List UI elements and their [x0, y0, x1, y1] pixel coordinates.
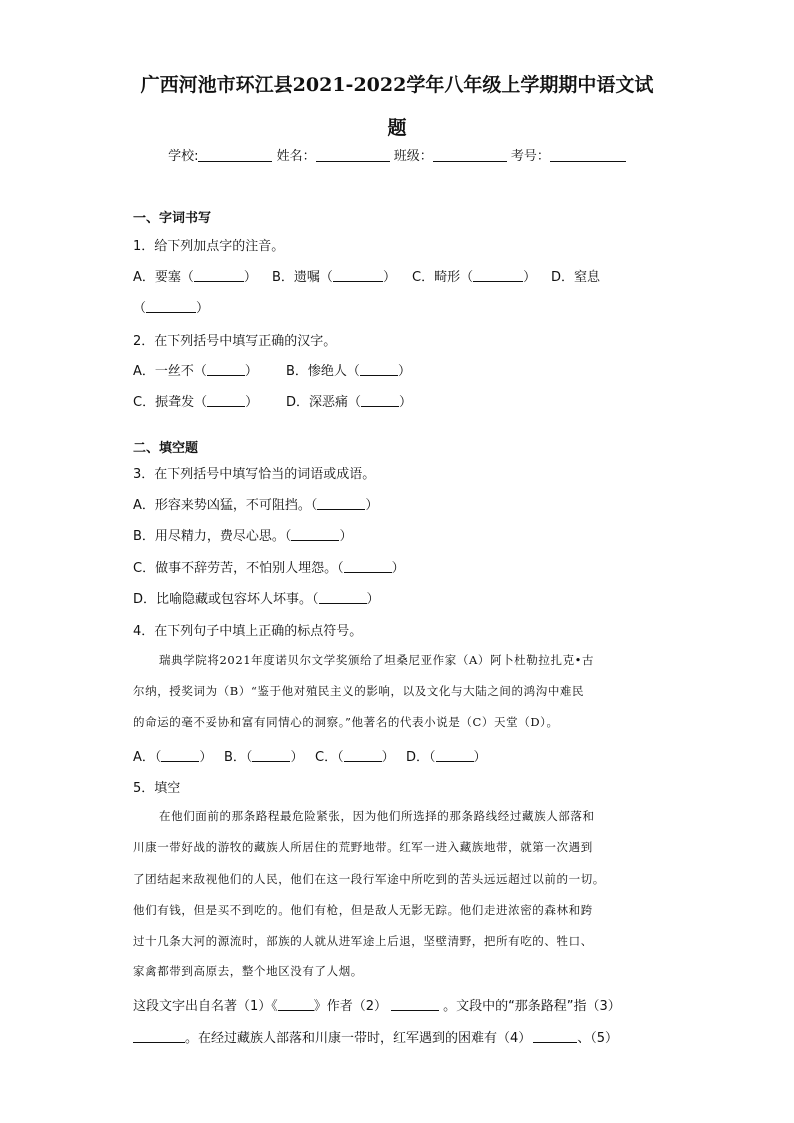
- answer-blank[interactable]: [361, 394, 399, 407]
- answer-blank[interactable]: [344, 749, 382, 762]
- q3-option-b: B．用尽精力，费尽心思。（ ）: [133, 525, 352, 544]
- answer-blank[interactable]: [333, 269, 383, 282]
- q5-passage-line: 他们有钱，但是买不到吃的。他们有枪，但是敌人无影无踪。他们走进浓密的森林和跨: [133, 903, 593, 917]
- exam-number-blank[interactable]: [550, 147, 626, 162]
- question-3-stem: 3．在下列括号中填写恰当的词语或成语。: [133, 467, 376, 482]
- answer-blank[interactable]: [319, 591, 367, 604]
- q1-option-d-blank: [133, 297, 209, 316]
- q2-option-a: A．一丝不（ ）: [133, 360, 258, 379]
- book-title-blank[interactable]: [278, 998, 314, 1011]
- exam-title: 广西河池市环江县2021-2022学年八年级上学期期中语文试: [140, 74, 654, 96]
- q4-option-a: A．（ ）: [133, 746, 212, 765]
- q4-option-b: B．（ ）: [224, 746, 303, 765]
- answer-blank[interactable]: [360, 363, 398, 376]
- class-label: 班级：: [393, 149, 433, 164]
- answer-blank[interactable]: [252, 749, 290, 762]
- answer-blank[interactable]: [317, 497, 365, 510]
- q4-passage-line: 的命运的毫不妥协和富有同情心的洞察。”他著名的代表小说是（C）天堂（D）。: [133, 715, 559, 729]
- section-heading-2: 二、填空题: [133, 441, 199, 456]
- school-blank[interactable]: [198, 147, 272, 162]
- question-2-stem: 2．在下列括号中填写正确的汉字。: [133, 334, 337, 349]
- question-5-stem: 5．填空: [133, 781, 181, 796]
- q2-option-c: C．振聋发（ ）: [133, 391, 258, 410]
- q4-option-d: D．（ ）: [406, 746, 487, 765]
- class-blank[interactable]: [433, 147, 507, 162]
- q1-option-b: B．遗嘱（ ）: [272, 266, 396, 285]
- q5-passage-line: 在他们面前的那条路程最危险紧张，因为他们所选择的那条路线经过藏族人部落和: [159, 809, 595, 823]
- name-blank[interactable]: [316, 147, 390, 162]
- exam-title-continued: 题: [387, 117, 407, 139]
- section-heading-1: 一、字词书写: [133, 211, 212, 226]
- school-label: 学校:: [168, 149, 199, 164]
- answer-blank[interactable]: [194, 269, 244, 282]
- q1-option-a: A．要塞（ ）: [133, 266, 257, 285]
- q4-passage-line: 尔纳，授奖词为（B）“鉴于他对殖民主义的影响，以及文化与大陆之间的鸿沟中难民: [133, 684, 585, 698]
- answer-blank[interactable]: [473, 269, 523, 282]
- q5-fill-line-1: 这段文字出自名著（1）《 》作者（2） 。文段中的“那条路程”指（3）: [133, 999, 621, 1014]
- q5-passage-line: 过十几条大河的源流时，部族的人就从进军途上后退，坚壁清野，把所有吃的、牲口、: [133, 934, 593, 948]
- name-label: 姓名：: [276, 149, 316, 164]
- difficulty-blank-1[interactable]: [533, 1030, 577, 1043]
- q5-passage-line: 川康一带好战的游牧的藏族人所居住的荒野地带。红军一进入藏族地带，就第一次遇到: [133, 840, 593, 854]
- q4-passage-line: 瑞典学院将2021年度诺贝尔文学奖颁给了坦桑尼亚作家（A）阿卜杜勒拉扎克•古: [159, 653, 595, 667]
- answer-blank[interactable]: [207, 394, 245, 407]
- q3-option-a: A．形容来势凶猛，不可阻挡。（ ）: [133, 494, 378, 513]
- question-4-stem: 4．在下列句子中填上正确的标点符号。: [133, 624, 363, 639]
- q3-option-c: C．做事不辞劳苦，不怕别人埋怨。（ ）: [133, 557, 405, 576]
- q5-passage-line: 了团结起来敌视他们的人民，他们在这一段行军途中所吃到的苦头远远超过以前的一切。: [133, 872, 605, 886]
- answer-blank[interactable]: [207, 363, 245, 376]
- answer-blank[interactable]: [146, 300, 196, 313]
- q3-option-d: D．比喻隐藏或包容坏人坏事。（ ）: [133, 588, 380, 607]
- q1-option-d: D．窒息: [551, 270, 601, 285]
- q4-option-c: C．（ ）: [315, 746, 395, 765]
- question-1-stem: 1．给下列加点字的注音。: [133, 239, 285, 254]
- q5-passage-line: 家禽都带到高原去，整个地区没有了人烟。: [133, 964, 363, 978]
- answer-blank[interactable]: [344, 560, 392, 573]
- exam-number-label: 考号：: [510, 149, 550, 164]
- author-blank[interactable]: [391, 998, 439, 1011]
- answer-blank[interactable]: [161, 749, 199, 762]
- route-blank[interactable]: [133, 1030, 185, 1043]
- student-info-row: [0, 145, 794, 164]
- answer-blank[interactable]: [436, 749, 474, 762]
- answer-blank[interactable]: [291, 528, 339, 541]
- q2-option-d: D．深恶痛（ ）: [286, 391, 412, 410]
- q1-option-c: C．畸形（ ）: [412, 266, 536, 285]
- q5-fill-line-2: 。在经过藏族人部落和川康一带时，红军遇到的困难有（4） 、（5）: [133, 1027, 618, 1046]
- q2-option-b: B．惨绝人（ ）: [286, 360, 411, 379]
